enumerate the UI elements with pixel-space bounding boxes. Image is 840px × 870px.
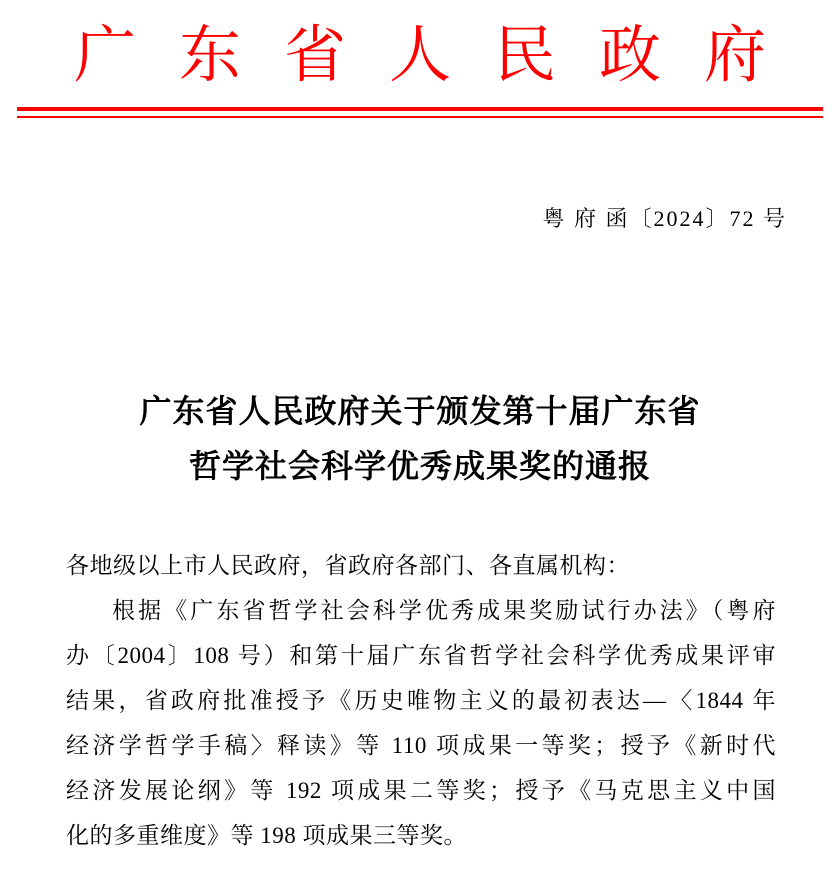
- paragraph-line: 化的多重维度》等 198 项成果三等奖。: [66, 823, 467, 848]
- letterhead-title: 广东省人民政府: [73, 22, 809, 90]
- paragraph-line: 办〔2004〕108 号）和第十届广东省哲学社会科学优秀成果评审: [66, 643, 776, 668]
- document-title: [0, 384, 840, 494]
- document-number: 粤 府 函〔2024〕72 号: [542, 206, 787, 231]
- document-title-line-1: 广东省人民政府关于颁发第十届广东省: [139, 393, 701, 429]
- salutation-line: 各地级以上市人民政府，省政府各部门、各直属机构：: [66, 553, 630, 578]
- letterhead-rule-thick: [17, 107, 823, 111]
- document-title-line-2: 哲学社会科学优秀成果奖的通报: [188, 448, 651, 484]
- paragraph-line: 经济发展论纲》等 192 项成果二等奖；授予《马克思主义中国: [66, 778, 776, 803]
- paragraph-line: 经济学哲学手稿〉释读》等 110 项成果一等奖；授予《新时代: [66, 733, 776, 758]
- paragraph-line: 结果，省政府批准授予《历史唯物主义的最初表达—〈1844 年: [66, 688, 776, 713]
- document-body: [66, 543, 776, 858]
- letterhead-rule-thin: [17, 116, 823, 118]
- paragraph-line: 根据《广东省哲学社会科学优秀成果奖励试行办法》（粤府: [112, 598, 776, 623]
